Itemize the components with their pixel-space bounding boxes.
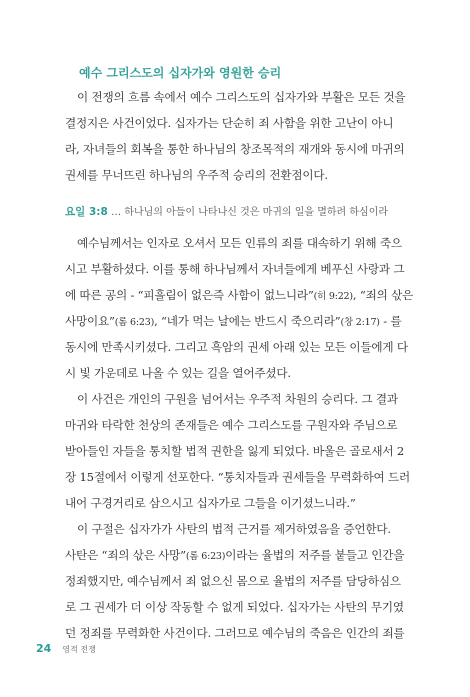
line-text: , “죄의 삯은 — [352, 288, 414, 302]
paragraph-3 — [65, 386, 410, 516]
line-text: , “네가 먹는 날에는 반드시 죽으리라” — [154, 314, 341, 328]
paragraph-line: 동시에 만족시키셨다. 그리고 흑암의 권세 아래 있는 모든 이들에게 다 — [65, 340, 408, 354]
paragraph-line: 던 정죄를 무력화한 사건이다. 그러므로 예수님의 죽음은 인간의 죄를 — [65, 626, 405, 640]
line-text: 사망이요” — [65, 314, 115, 328]
scripture-reference: (롬 6:23) — [114, 317, 155, 328]
paragraph-line: 정죄했지만, 예수님께서 죄 없으신 몸으로 율법의 저주를 담당하심으 — [65, 574, 401, 588]
page-footer — [36, 637, 96, 656]
scripture-reference: (창 2:17) — [340, 317, 380, 328]
scripture-reference: (히 9:22) — [313, 291, 353, 302]
line-text: 에 따른 공의 - “피흘림이 없은즉 사함이 없느니라” — [65, 288, 314, 302]
paragraph-1 — [65, 84, 406, 188]
paragraph-line: 시 빛 가운데로 나올 수 있는 길을 열어주셨다. — [65, 366, 291, 380]
paragraph-line: 예수님께서는 인자로 오셔서 모든 인류의 죄를 대속하기 위해 죽으 — [77, 236, 402, 250]
page-number: 24 — [36, 642, 52, 655]
paragraph-line — [65, 542, 405, 568]
paragraph-line: 권세를 무너뜨린 하나님의 우주적 승리의 전환점이다. — [65, 168, 328, 182]
verse-reference: 요일 3:8 — [65, 206, 108, 218]
section-heading: 예수 그리스도의 십자가와 영원한 승리 — [79, 66, 282, 80]
paragraph-line: 로 그 권세가 더 이상 작동할 수 없게 되었다. 십자가는 사탄의 무기였 — [65, 600, 404, 614]
paragraph-line: 내어 구경거리로 삼으시고 십자가로 그들을 이기셨느니라.” — [65, 496, 356, 510]
paragraph-line: 이 구절은 십자가가 사탄의 법적 근거를 제거하였음을 증언한다. — [77, 522, 391, 536]
paragraph-line: 마귀와 타락한 천상의 존재들은 예수 그리스도를 구원자와 주님으로 — [65, 418, 398, 432]
paragraph-line: 받아들인 자들을 통치할 법적 권한을 잃게 되었다. 바울은 골로새서 2 — [65, 444, 405, 458]
verse-quote — [65, 203, 405, 219]
paragraph-line: 이 사건은 개인의 구원을 넘어서는 우주적 차원의 승리다. 그 결과 — [77, 392, 398, 406]
paragraph-line — [65, 308, 402, 334]
paragraph-2 — [65, 230, 414, 386]
paragraph-line: 장 15절에서 이렇게 선포한다. “통치자들과 권세들을 무력화하여 드러 — [65, 470, 410, 484]
scripture-reference: (롬 6:23) — [185, 551, 226, 562]
line-text: 사탄은 “죄의 삯은 사망” — [65, 548, 186, 562]
line-text: 이라는 율법의 저주를 붙들고 인간을 — [225, 548, 405, 562]
verse-text: … 하나님의 아들이 나타나신 것은 마귀의 일을 멸하려 하심이라 — [111, 207, 389, 218]
paragraph-line: 이 전쟁의 흐름 속에서 예수 그리스도의 십자가와 부활은 모든 것을 — [77, 90, 406, 104]
line-text: - 를 — [379, 314, 402, 328]
paragraph-4 — [65, 516, 405, 646]
paragraph-line — [65, 282, 414, 308]
paragraph-line: 라, 자녀들의 회복을 통한 하나님의 창조목적의 재개와 동시에 마귀의 — [65, 142, 405, 156]
book-title: 영적 전쟁 — [62, 645, 96, 654]
paragraph-line: 시고 부활하셨다. 이를 통해 하나님께서 자녀들에게 베푸신 사랑과 그 — [65, 262, 405, 276]
paragraph-line: 결정지은 사건이었다. 십자가는 단순히 죄 사함을 위한 고난이 아니 — [65, 116, 394, 130]
